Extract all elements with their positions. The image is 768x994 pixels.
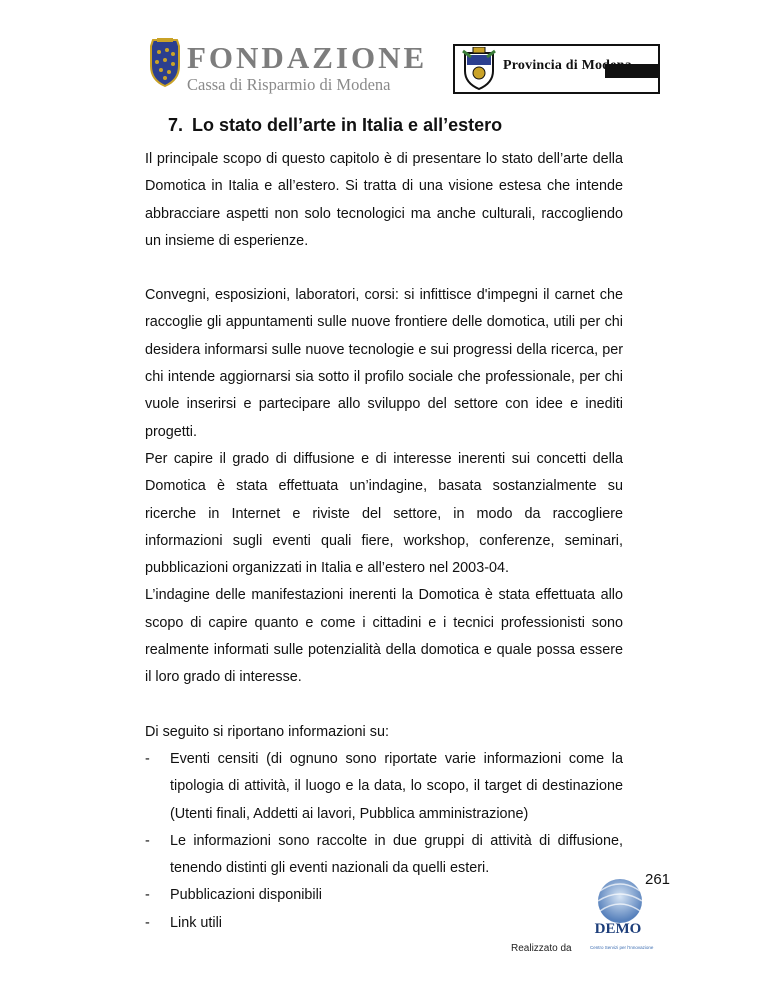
list-dash: - bbox=[145, 832, 150, 849]
fondazione-subtitle: Cassa di Risparmio di Modena bbox=[187, 75, 391, 94]
list-item: - Le informazioni sono raccolte in due gruppi di attività di diffusione, tenendo distinti gli eventi nazionali da quelli esteri. bbox=[145, 828, 623, 883]
fondazione-crest-icon bbox=[145, 38, 185, 88]
provincia-crest-icon bbox=[459, 47, 499, 91]
fondazione-title: FONDAZIONE bbox=[187, 40, 428, 75]
info-list bbox=[145, 746, 623, 937]
paragraph-list-intro: Di seguito si riportano informazioni su: bbox=[145, 723, 389, 740]
realizzato-da-label: Realizzato da bbox=[511, 943, 572, 954]
provincia-label: Provincia di Modena bbox=[503, 58, 632, 73]
demo-logo-icon bbox=[592, 871, 644, 943]
body-content bbox=[145, 146, 623, 937]
list-item: - Eventi censiti (di ognuno sono riportate varie informazioni come la tipologia di attività, il luogo e la data, lo scopo, il target di destinazione (Utenti finali, Addetti ai lavori, Pubblica amministrazione) bbox=[145, 746, 623, 828]
demo-logo-text: DEMO bbox=[594, 921, 642, 937]
demo-tagline: Centro Servizi per l'Innovazione bbox=[590, 945, 654, 950]
section-heading bbox=[168, 115, 502, 136]
page-number: 261 bbox=[645, 871, 671, 888]
paragraph-purpose: L’indagine delle manifestazioni inerenti la Domotica è stata effettuata allo scopo di capire quanto e come i cittadini e i tecnici professionisti sono realmente informati sulle potenzialità della domotica e quale possa essere il loro grado di interesse. bbox=[145, 587, 623, 686]
paragraph-survey: Per capire il grado di diffusione e di interesse inerenti sui concetti della Domotica è stata effettuata un’indagine, basata sostanzialmente su ricerche in Internet e riviste del settore, in modo da raccogliere informazioni sugli eventi quali fiere, workshop, conferenze, seminari, pubblicazioni organizzati in Italia e all’estero nel 2003-04. bbox=[145, 450, 623, 577]
list-item: - Pubblicazioni disponibili bbox=[145, 882, 623, 909]
list-dash: - bbox=[145, 750, 150, 767]
list-dash: - bbox=[145, 887, 150, 904]
list-item: - Link utili bbox=[145, 910, 623, 937]
section-title: Lo stato dell’arte in Italia e all’estero bbox=[192, 115, 503, 135]
provincia-banner bbox=[453, 44, 660, 94]
section-number: 7. bbox=[168, 115, 184, 135]
page-header bbox=[145, 38, 660, 98]
paragraph-events: Convegni, esposizioni, laboratori, corsi: si infittisce d'impegni il carnet che raccoglie gli appuntamenti sulle nuove frontiere delle domotica, utili per chi desidera informarsi sulle nuove tecnologie e sui progressi della ricerca, per chi intende aggiornarsi sia sotto il profilo sociale che professionale, per chi vuole inserirsi e partecipare allo sviluppo del settore con idee e inediti progetti. bbox=[145, 287, 623, 440]
paragraph-intro: Il principale scopo di questo capitolo è di presentare lo stato dell’arte della Domotica in Italia e all’estero. Si tratta di una visione estesa che intende abbracciare aspetti non solo tecnologici ma anche culturali, raccogliendo un insieme di esperienze. bbox=[145, 151, 623, 249]
list-dash: - bbox=[145, 914, 150, 931]
